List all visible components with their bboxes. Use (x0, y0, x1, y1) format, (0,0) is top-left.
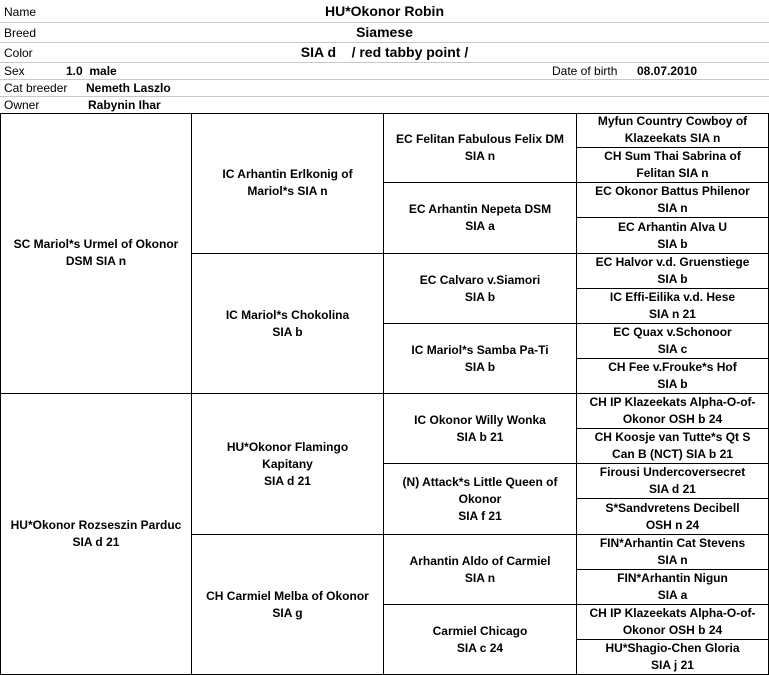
great-great-grandparent-cell (577, 535, 769, 570)
cat-entry: FIN*Arhantin Nigun SIA a (617, 571, 728, 602)
great-grandparent-cell (384, 254, 577, 324)
grandparent-cell (192, 535, 384, 675)
owner-label: Owner (4, 98, 40, 112)
cat-entry: (N) Attack*s Little Queen of Okonor SIA f 21 (402, 474, 558, 523)
cat-entry: S*Sandvretens Decibell OSH n 24 (605, 500, 740, 532)
cat-entry: EC Felitan Fabulous Felix DM SIA n (395, 131, 565, 163)
cat-entry: FIN*Arhantin Cat Stevens SIA n (599, 536, 746, 567)
great-great-grandparent-cell (577, 394, 769, 429)
cat-entry: EC Arhantin Nepeta DSM SIA a (408, 202, 552, 233)
cat-entry: Arhantin Aldo of Carmiel SIA n (409, 553, 551, 585)
cat-entry: CH Fee v.Frouke*s Hof SIA b (608, 360, 737, 391)
great-great-grandparent-cell (577, 640, 769, 675)
great-great-grandparent-cell (577, 289, 769, 324)
sex-label: Sex (4, 64, 25, 78)
dob-value: 08.07.2010 (637, 64, 698, 78)
cat-entry: SC Mariol*s Urmel of Okonor DSM SIA n (13, 237, 179, 268)
great-great-grandparent-cell (577, 218, 769, 254)
cat-entry: CH IP Klazeekats Alpha-O-of- Okonor OSH b 24 (589, 395, 756, 426)
great-great-grandparent-cell (577, 464, 769, 499)
name-label: Name (4, 5, 37, 19)
great-great-grandparent-cell (577, 499, 769, 535)
cat-entry: EC Okonor Battus Philenor SIA n (595, 184, 750, 215)
breed-value: Siamese (356, 24, 413, 40)
row-breeder (0, 79, 769, 97)
cat-entry: CH Sum Thai Sabrina of Felitan SIA n (604, 149, 741, 180)
great-great-grandparent-cell (577, 570, 769, 605)
great-grandparent-cell (384, 394, 577, 464)
row-owner (0, 96, 769, 114)
cat-entry: IC Arhantin Erlkonig of Mariol*s SIA n (222, 167, 353, 198)
great-grandparent-cell (384, 605, 577, 675)
row-sex (0, 62, 769, 80)
pedigree-table (0, 113, 769, 675)
cat-entry: IC Mariol*s Chokolina SIA b (225, 307, 350, 339)
cat-entry: HU*Shagio-Chen Gloria SIA j 21 (605, 641, 740, 672)
breeder-value: Nemeth Laszlo (86, 81, 171, 95)
cat-entry: CH IP Klazeekats Alpha-O-of- Okonor OSH b 24 (589, 606, 756, 637)
cat-entry: CH Koosje van Tutte*s Qt S Can B (NCT) SIA b 21 (594, 430, 751, 461)
cat-entry: EC Quax v.Schonoor SIA c (613, 325, 732, 356)
cat-entry: IC Mariol*s Samba Pa-Ti SIA b (411, 342, 549, 374)
dob-label: Date of birth (552, 64, 618, 78)
cat-entry: Myfun Country Cowboy of Klazeekats SIA n (597, 114, 748, 145)
cat-entry: HU*Okonor Rozseszin Parduc SIA d 21 (10, 518, 182, 549)
great-great-grandparent-cell (577, 359, 769, 394)
great-grandparent-cell (384, 464, 577, 535)
great-great-grandparent-cell (577, 148, 769, 183)
great-grandparent-cell (384, 535, 577, 605)
row-color (0, 42, 769, 63)
great-great-grandparent-cell (577, 113, 769, 148)
grandparent-cell (192, 113, 384, 254)
owner-value: Rabynin Ihar (88, 98, 161, 112)
breed-label: Breed (4, 26, 37, 40)
cat-entry: EC Arhantin Alva U SIA b (617, 219, 728, 251)
cat-name: HU*Okonor Robin (325, 3, 444, 19)
great-great-grandparent-cell (577, 429, 769, 464)
cat-entry: Firousi Undercoversecret SIA d 21 (599, 465, 746, 496)
row-name (0, 0, 769, 23)
great-great-grandparent-cell (577, 605, 769, 640)
parent-cell (0, 394, 192, 675)
cat-entry: HU*Okonor Flamingo Kapitany SIA d 21 (226, 439, 349, 488)
parent-cell (0, 113, 192, 394)
breeder-label: Cat breeder (4, 81, 68, 95)
color-value: SIA d / red tabby point / (300, 44, 469, 60)
cat-entry: IC Effi-Eilika v.d. Hese SIA n 21 (609, 290, 736, 321)
cat-entry: Carmiel Chicago SIA c 24 (432, 623, 528, 655)
row-breed (0, 22, 769, 43)
color-label: Color (4, 46, 33, 60)
great-grandparent-cell (384, 183, 577, 254)
grandparent-cell (192, 394, 384, 535)
great-great-grandparent-cell (577, 183, 769, 218)
cat-entry: CH Carmiel Melba of Okonor SIA g (206, 588, 369, 620)
great-great-grandparent-cell (577, 254, 769, 289)
great-grandparent-cell (384, 113, 577, 183)
great-great-grandparent-cell (577, 324, 769, 359)
cat-entry: EC Halvor v.d. Gruenstiege SIA b (595, 255, 750, 286)
great-grandparent-cell (384, 324, 577, 394)
sex-value: 1.0 male (66, 64, 117, 78)
cat-entry: IC Okonor Willy Wonka SIA b 21 (414, 412, 546, 444)
grandparent-cell (192, 254, 384, 394)
cat-entry: EC Calvaro v.Siamori SIA b (419, 272, 541, 304)
